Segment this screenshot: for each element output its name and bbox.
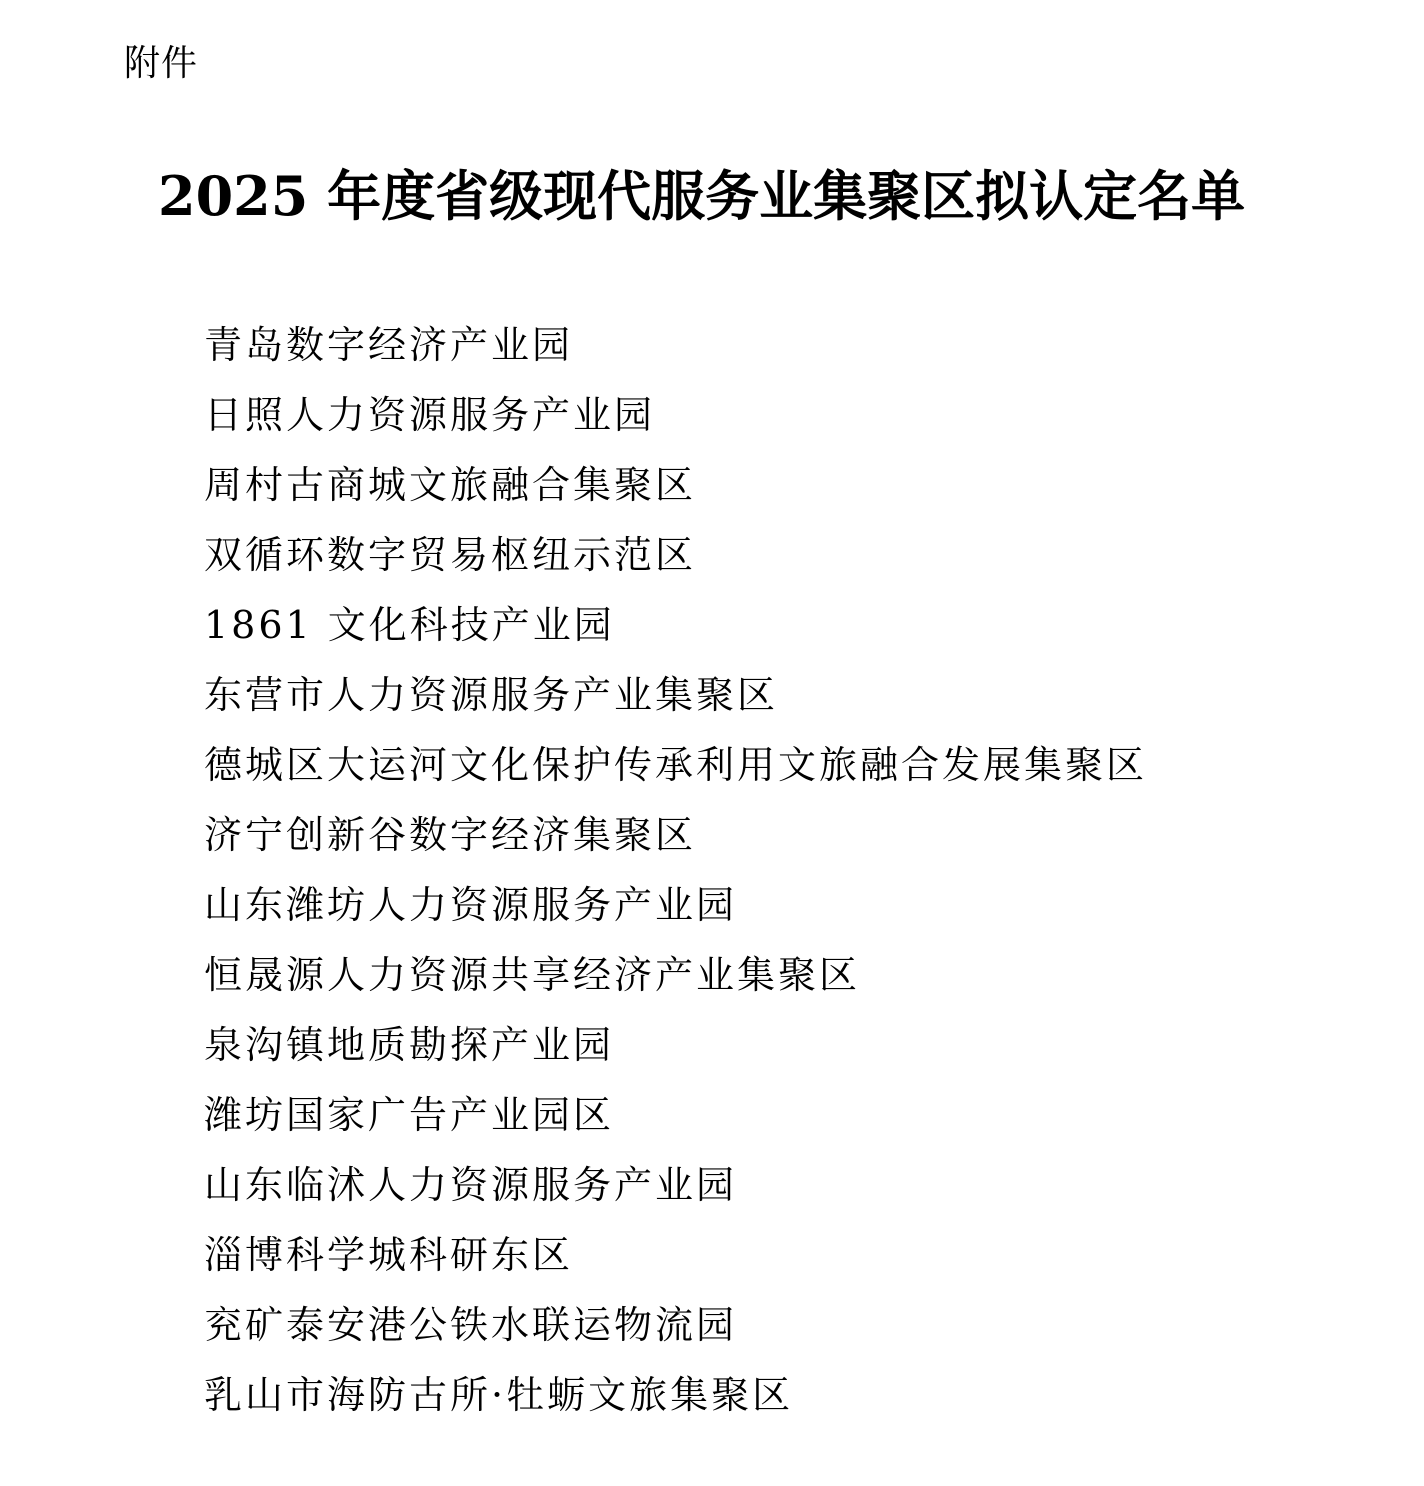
list-item: 东营市人力资源服务产业集聚区 — [204, 673, 779, 717]
list-item: 1861 文化科技产业园 — [204, 603, 615, 647]
list-item: 双循环数字贸易枢纽示范区 — [204, 533, 697, 577]
list-item: 济宁创新谷数字经济集聚区 — [204, 813, 697, 857]
list-item: 德城区大运河文化保护传承利用文旅融合发展集聚区 — [204, 743, 1148, 787]
list-item: 泉沟镇地质勘探产业园 — [204, 1023, 615, 1067]
list-item: 乳山市海防古所·牡蛎文旅集聚区 — [204, 1373, 794, 1417]
list-item: 周村古商城文旅融合集聚区 — [204, 463, 697, 507]
list-item: 山东潍坊人力资源服务产业园 — [204, 883, 738, 927]
designation-list — [204, 310, 1147, 1430]
list-item: 日照人力资源服务产业园 — [204, 393, 656, 437]
attachment-label: 附件 — [124, 43, 199, 84]
list-item: 潍坊国家广告产业园区 — [204, 1093, 615, 1137]
list-item: 山东临沭人力资源服务产业园 — [204, 1163, 738, 1207]
list-item: 恒晟源人力资源共享经济产业集聚区 — [204, 953, 861, 997]
list-item: 淄博科学城科研东区 — [204, 1233, 574, 1277]
page-title: 2025 年度省级现代服务业集聚区拟认定名单 — [158, 164, 1246, 228]
list-item: 兖矿泰安港公铁水联运物流园 — [204, 1303, 738, 1347]
list-item: 青岛数字经济产业园 — [204, 323, 574, 367]
